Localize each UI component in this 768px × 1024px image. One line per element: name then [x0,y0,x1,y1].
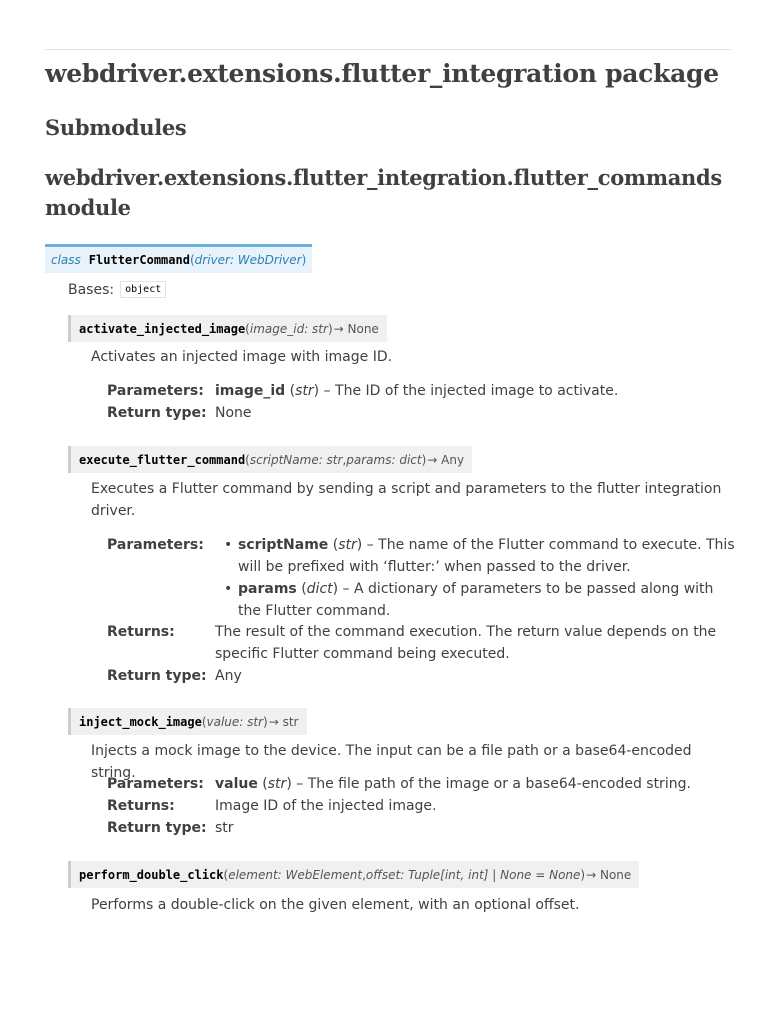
method-param: image_id: str [249,321,328,336]
class-bases [68,281,166,298]
method-param: params: dict [346,452,422,467]
method-return: → str [268,714,299,729]
class-name: FlutterCommand [88,253,190,267]
method-return: → None [586,867,632,882]
submodules-heading: Submodules [45,115,187,140]
param-name: scriptName [238,537,329,553]
field-value: Image ID of the injected image. [215,798,437,814]
param-name: params [238,581,297,597]
param-name: value [215,776,258,792]
class-params: driver: WebDriver [194,253,302,267]
field-value: Any [215,668,242,684]
method-param: element: WebElement [228,867,363,882]
field-value [215,534,735,622]
method-param: offset: Tuple[int, int] | None = None [365,867,581,882]
method-signature-inject-mock-image[interactable]: inject_mock_image ( value: str ) → str [68,708,307,735]
list-item: • scriptName (str) – The name of the Flutter command to execute. This will be prefixed with ‘flutter:’ when passed to the driver. [238,534,735,578]
method-description: Injects a mock image to the device. The input can be a file path or a base64-encoded string. [91,743,692,781]
list-item: • params (dict) – A dictionary of parameters to be passed along with the Flutter command. [238,578,735,622]
field-value: image_id (str) – The ID of the injected image to activate. [215,383,619,399]
top-rule [45,49,731,50]
method-return: → Any [427,452,465,467]
method-name: inject_mock_image [79,714,202,729]
method-param: scriptName: str [249,452,343,467]
field-label: Returns: [107,798,175,814]
field-label: Returns: [107,624,175,640]
method-param: value: str [206,714,264,729]
field-value: None [215,405,252,421]
class-paren-close: ) [301,253,307,267]
field-value: The result of the command execution. The return value depends on the specific Flutter command being executed. [215,624,717,662]
param-desc: The ID of the injected image to activate. [335,383,619,399]
field-value: value (str) – The file path of the image or a base64-encoded string. [215,776,691,792]
param-type: str [338,537,357,553]
method-name: perform_double_click [79,867,224,882]
field-label: Parameters: [107,537,204,553]
method-name: execute_flutter_command [79,452,246,467]
method-description: Activates an injected image with image ID. [91,349,393,365]
field-label: Parameters: [107,776,204,792]
param-type: str [267,776,287,792]
param-desc: The file path of the image or a base64-encoded string. [307,776,691,792]
method-signature-perform-double-click[interactable]: perform_double_click ( element: WebElement , offset: Tuple[int, int] | None = None ) → None [68,861,639,888]
param-name: image_id [215,383,286,399]
class-paren-open: ( [189,253,195,267]
method-name: activate_injected_image [79,321,246,336]
method-description: Performs a double-click on the given element, with an optional offset. [91,897,580,913]
field-label: Return type: [107,820,207,836]
param-list [215,534,735,622]
module-heading: webdriver.extensions.flutter_integration.flutter_commands module [45,165,722,220]
field-value: str [215,820,234,836]
class-signature[interactable] [45,244,312,273]
method-signature-execute-flutter-command[interactable]: execute_flutter_command ( scriptName: str , params: dict ) → Any [68,446,472,473]
page-title: webdriver.extensions.flutter_integration package [45,59,719,88]
method-description: Executes a Flutter command by sending a script and parameters to the flutter integration driver. [91,481,722,519]
param-desc: A dictionary of parameters to be passed along with the Flutter command. [238,581,714,619]
field-label: Parameters: [107,383,204,399]
bases-value: object [120,281,166,298]
method-return: → None [333,321,379,336]
param-type: dict [306,581,333,597]
class-keyword: class [51,253,81,267]
bases-label: Bases: [68,281,115,298]
field-label: Return type: [107,405,207,421]
param-desc: The name of the Flutter command to execute. This will be prefixed with ‘flutter:’ when passed to the driver. [238,537,735,575]
param-type: str [295,383,314,399]
method-signature-activate-injected-image[interactable]: activate_injected_image ( image_id: str ) → None [68,315,387,342]
field-label: Return type: [107,668,207,684]
